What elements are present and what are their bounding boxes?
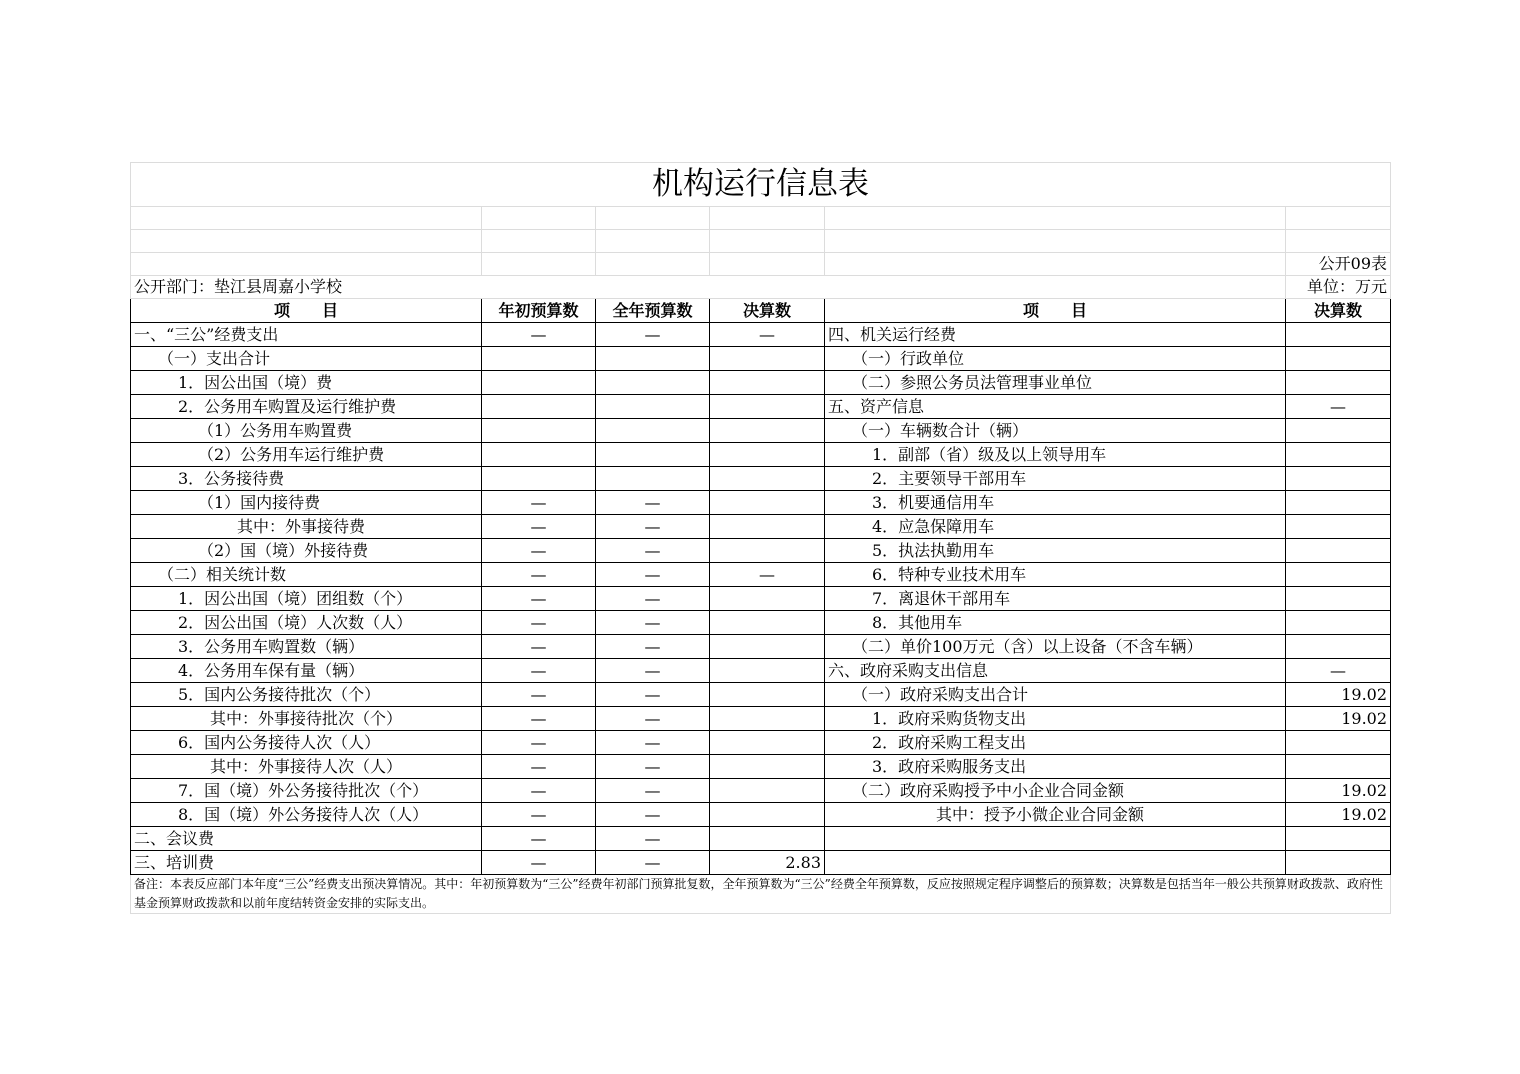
right-item-cell: 4．应急保障用车 <box>825 515 1286 539</box>
final-right-cell: 19.02 <box>1286 683 1391 707</box>
final-right-cell <box>1286 611 1391 635</box>
left-item-cell: 2．因公出国（境）人次数（人） <box>131 611 482 635</box>
full-year-budget-cell: — <box>596 731 710 755</box>
table-row <box>131 371 1391 395</box>
right-item-cell: （二）政府采购授予中小企业合同金额 <box>825 779 1286 803</box>
initial-budget-cell: — <box>482 611 596 635</box>
full-year-budget-cell <box>596 467 710 491</box>
table-row <box>131 467 1391 491</box>
final-left-cell <box>710 443 825 467</box>
full-year-budget-cell <box>596 395 710 419</box>
right-item-cell: （一）政府采购支出合计 <box>825 683 1286 707</box>
right-item-cell: （二）单价100万元（含）以上设备（不含车辆） <box>825 635 1286 659</box>
final-left-cell <box>710 539 825 563</box>
final-right-cell <box>1286 851 1391 875</box>
table-row <box>131 827 1391 851</box>
initial-budget-cell: — <box>482 323 596 347</box>
left-item-cell: 1．因公出国（境）费 <box>131 371 482 395</box>
initial-budget-cell <box>482 347 596 371</box>
left-item-cell: 2．公务用车购置及运行维护费 <box>131 395 482 419</box>
right-item-cell: 六、政府采购支出信息 <box>825 659 1286 683</box>
final-right-cell <box>1286 515 1391 539</box>
header-item-right: 项 目 <box>825 299 1286 323</box>
initial-budget-cell <box>482 371 596 395</box>
initial-budget-cell: — <box>482 635 596 659</box>
right-item-cell: 3．政府采购服务支出 <box>825 755 1286 779</box>
info-sheet <box>130 162 1390 914</box>
final-left-cell <box>710 395 825 419</box>
table-row <box>131 755 1391 779</box>
left-item-cell: 7．国（境）外公务接待批次（个） <box>131 779 482 803</box>
final-left-cell <box>710 515 825 539</box>
initial-budget-cell: — <box>482 587 596 611</box>
table-row <box>131 395 1391 419</box>
full-year-budget-cell: — <box>596 515 710 539</box>
table-row <box>131 803 1391 827</box>
final-left-cell <box>710 347 825 371</box>
left-item-cell: 一、“三公”经费支出 <box>131 323 482 347</box>
table-row <box>131 851 1391 875</box>
right-item-cell: 2．政府采购工程支出 <box>825 731 1286 755</box>
final-left-cell <box>710 707 825 731</box>
table-row <box>131 587 1391 611</box>
header-initial-budget: 年初预算数 <box>482 299 596 323</box>
final-left-cell <box>710 371 825 395</box>
final-left-cell <box>710 659 825 683</box>
table-row <box>131 563 1391 587</box>
full-year-budget-cell: — <box>596 707 710 731</box>
final-left-cell: — <box>710 323 825 347</box>
initial-budget-cell: — <box>482 779 596 803</box>
final-left-cell <box>710 755 825 779</box>
left-item-cell: 其中：外事接待费 <box>131 515 482 539</box>
final-right-cell <box>1286 587 1391 611</box>
full-year-budget-cell: — <box>596 659 710 683</box>
table-number: 公开09表 <box>1286 253 1391 276</box>
final-right-cell: — <box>1286 659 1391 683</box>
page-title: 机构运行信息表 <box>131 163 1391 207</box>
header-final-right: 决算数 <box>1286 299 1391 323</box>
table-row <box>131 539 1391 563</box>
final-left-cell <box>710 803 825 827</box>
final-left-cell <box>710 467 825 491</box>
initial-budget-cell: — <box>482 563 596 587</box>
left-item-cell: （2）公务用车运行维护费 <box>131 443 482 467</box>
final-left-cell: — <box>710 563 825 587</box>
full-year-budget-cell: — <box>596 539 710 563</box>
left-item-cell: 3．公务用车购置数（辆） <box>131 635 482 659</box>
right-item-cell: 2．主要领导干部用车 <box>825 467 1286 491</box>
right-item-cell: （二）参照公务员法管理事业单位 <box>825 371 1286 395</box>
left-item-cell: （1）公务用车购置费 <box>131 419 482 443</box>
initial-budget-cell: — <box>482 755 596 779</box>
final-right-cell <box>1286 827 1391 851</box>
right-item-cell: （一）行政单位 <box>825 347 1286 371</box>
final-left-cell <box>710 731 825 755</box>
full-year-budget-cell: — <box>596 323 710 347</box>
final-right-cell <box>1286 323 1391 347</box>
final-left-cell <box>710 779 825 803</box>
initial-budget-cell: — <box>482 491 596 515</box>
left-item-cell: （一）支出合计 <box>131 347 482 371</box>
right-item-cell <box>825 827 1286 851</box>
final-right-cell <box>1286 467 1391 491</box>
initial-budget-cell <box>482 467 596 491</box>
final-right-cell <box>1286 731 1391 755</box>
table-row <box>131 347 1391 371</box>
left-item-cell: 3．公务接待费 <box>131 467 482 491</box>
table-row <box>131 611 1391 635</box>
full-year-budget-cell <box>596 443 710 467</box>
full-year-budget-cell: — <box>596 611 710 635</box>
header-item-left: 项 目 <box>131 299 482 323</box>
right-item-cell: （一）车辆数合计（辆） <box>825 419 1286 443</box>
right-item-cell: 6．特种专业技术用车 <box>825 563 1286 587</box>
final-right-cell <box>1286 419 1391 443</box>
right-item-cell: 四、机关运行经费 <box>825 323 1286 347</box>
final-left-cell <box>710 683 825 707</box>
left-item-cell: 5．国内公务接待批次（个） <box>131 683 482 707</box>
final-right-cell <box>1286 755 1391 779</box>
left-item-cell: 三、培训费 <box>131 851 482 875</box>
unit-label: 单位：万元 <box>1286 276 1391 299</box>
footnote: 备注：本表反应部门本年度“三公”经费支出预决算情况。其中：年初预算数为“三公”经费年初部门预算批复数，全年预算数为“三公”经费全年预算数，反应按照规定程序调整后的预算数；决算数是包括当年一般公共预算财政拨款、政府性基金预算财政拨款和以前年度结转资金安排的实际支出。 <box>131 875 1391 914</box>
left-item-cell: （1）国内接待费 <box>131 491 482 515</box>
header-final-left: 决算数 <box>710 299 825 323</box>
initial-budget-cell <box>482 419 596 443</box>
left-item-cell: （2）国（境）外接待费 <box>131 539 482 563</box>
right-item-cell: 其中：授予小微企业合同金额 <box>825 803 1286 827</box>
table-row <box>131 491 1391 515</box>
table-row <box>131 659 1391 683</box>
final-right-cell <box>1286 347 1391 371</box>
final-left-cell <box>710 419 825 443</box>
final-right-cell <box>1286 539 1391 563</box>
final-left-cell: 2.83 <box>710 851 825 875</box>
full-year-budget-cell: — <box>596 803 710 827</box>
right-item-cell: 5．执法执勤用车 <box>825 539 1286 563</box>
table-row <box>131 635 1391 659</box>
final-right-cell: 19.02 <box>1286 803 1391 827</box>
initial-budget-cell: — <box>482 731 596 755</box>
final-right-cell <box>1286 443 1391 467</box>
full-year-budget-cell: — <box>596 779 710 803</box>
right-item-cell: 8．其他用车 <box>825 611 1286 635</box>
left-item-cell: 二、会议费 <box>131 827 482 851</box>
final-right-cell <box>1286 371 1391 395</box>
final-right-cell: 19.02 <box>1286 707 1391 731</box>
table-row <box>131 419 1391 443</box>
initial-budget-cell: — <box>482 851 596 875</box>
initial-budget-cell <box>482 395 596 419</box>
final-left-cell <box>710 611 825 635</box>
right-item-cell: 1．副部（省）级及以上领导用车 <box>825 443 1286 467</box>
final-left-cell <box>710 635 825 659</box>
initial-budget-cell: — <box>482 827 596 851</box>
right-item-cell: 1．政府采购货物支出 <box>825 707 1286 731</box>
department-label: 公开部门：垫江县周嘉小学校 <box>131 276 1286 299</box>
table-row <box>131 707 1391 731</box>
header-full-year-budget: 全年预算数 <box>596 299 710 323</box>
full-year-budget-cell: — <box>596 491 710 515</box>
initial-budget-cell: — <box>482 539 596 563</box>
table-row <box>131 683 1391 707</box>
full-year-budget-cell <box>596 371 710 395</box>
right-item-cell <box>825 851 1286 875</box>
left-item-cell: 8．国（境）外公务接待人次（人） <box>131 803 482 827</box>
table-row <box>131 443 1391 467</box>
right-item-cell: 五、资产信息 <box>825 395 1286 419</box>
full-year-budget-cell: — <box>596 683 710 707</box>
initial-budget-cell <box>482 443 596 467</box>
final-right-cell: 19.02 <box>1286 779 1391 803</box>
full-year-budget-cell: — <box>596 587 710 611</box>
initial-budget-cell: — <box>482 683 596 707</box>
table-row <box>131 515 1391 539</box>
initial-budget-cell: — <box>482 707 596 731</box>
full-year-budget-cell: — <box>596 851 710 875</box>
table-row <box>131 779 1391 803</box>
final-right-cell <box>1286 563 1391 587</box>
initial-budget-cell: — <box>482 659 596 683</box>
full-year-budget-cell: — <box>596 755 710 779</box>
table-row <box>131 731 1391 755</box>
final-left-cell <box>710 491 825 515</box>
right-item-cell: 7．离退休干部用车 <box>825 587 1286 611</box>
final-left-cell <box>710 827 825 851</box>
left-item-cell: 6．国内公务接待人次（人） <box>131 731 482 755</box>
right-item-cell: 3．机要通信用车 <box>825 491 1286 515</box>
left-item-cell: 其中：外事接待批次（个） <box>131 707 482 731</box>
final-right-cell <box>1286 491 1391 515</box>
left-item-cell: 4．公务用车保有量（辆） <box>131 659 482 683</box>
full-year-budget-cell: — <box>596 563 710 587</box>
initial-budget-cell: — <box>482 803 596 827</box>
final-left-cell <box>710 587 825 611</box>
initial-budget-cell: — <box>482 515 596 539</box>
table-row <box>131 323 1391 347</box>
left-item-cell: 其中：外事接待人次（人） <box>131 755 482 779</box>
full-year-budget-cell: — <box>596 827 710 851</box>
final-right-cell <box>1286 635 1391 659</box>
left-item-cell: （二）相关统计数 <box>131 563 482 587</box>
full-year-budget-cell <box>596 347 710 371</box>
full-year-budget-cell <box>596 419 710 443</box>
final-right-cell: — <box>1286 395 1391 419</box>
left-item-cell: 1．因公出国（境）团组数（个） <box>131 587 482 611</box>
institution-operation-table <box>130 162 1391 914</box>
full-year-budget-cell: — <box>596 635 710 659</box>
